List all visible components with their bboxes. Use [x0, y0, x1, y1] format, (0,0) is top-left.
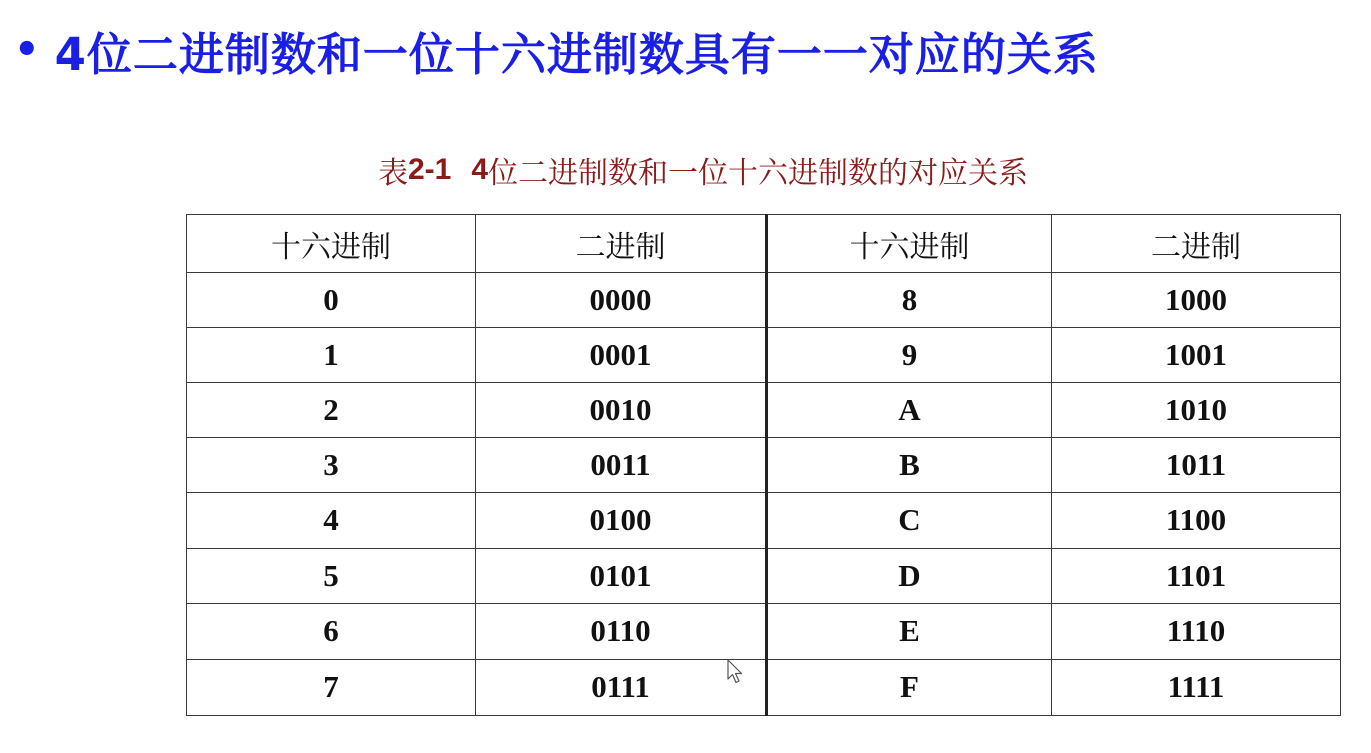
hex-cell: 7 — [187, 659, 476, 715]
hex-cell: B — [767, 438, 1052, 493]
binary-cell: 1011 — [1052, 438, 1341, 493]
hex-cell: A — [767, 383, 1052, 438]
binary-cell: 0111 — [476, 659, 767, 715]
binary-cell: 1001 — [1052, 328, 1341, 383]
header-bin-right: 二进制 — [1052, 215, 1341, 273]
binary-cell: 0110 — [476, 603, 767, 659]
table-row — [187, 438, 1341, 493]
binary-cell: 0000 — [476, 273, 767, 328]
binary-cell: 1111 — [1052, 659, 1341, 715]
hex-cell: 9 — [767, 328, 1052, 383]
header-hex-left: 十六进制 — [187, 215, 476, 273]
hex-cell: 8 — [767, 273, 1052, 328]
binary-cell: 1101 — [1052, 548, 1341, 603]
binary-cell: 0101 — [476, 548, 767, 603]
table-row — [187, 273, 1341, 328]
hex-cell: E — [767, 603, 1052, 659]
hex-cell: C — [767, 493, 1052, 548]
table-row — [187, 383, 1341, 438]
caption-lead: 4 — [471, 153, 489, 186]
hex-cell: D — [767, 548, 1052, 603]
binary-cell: 0100 — [476, 493, 767, 548]
binary-cell: 0001 — [476, 328, 767, 383]
binary-cell: 1000 — [1052, 273, 1341, 328]
hex-cell: 2 — [187, 383, 476, 438]
table-row — [187, 603, 1341, 659]
table-row — [187, 548, 1341, 603]
hex-binary-table — [186, 214, 1341, 716]
binary-cell: 0010 — [476, 383, 767, 438]
slide-heading — [14, 14, 1099, 86]
caption-text: 位二进制数和一位十六进制数的对应关系 — [488, 156, 1029, 191]
table-caption — [378, 146, 1028, 194]
hex-cell: 1 — [187, 328, 476, 383]
table-row — [187, 493, 1341, 548]
bullet-icon: • — [14, 27, 41, 73]
caption-prefix: 表 — [378, 156, 408, 191]
binary-cell: 0011 — [476, 438, 767, 493]
table-row — [187, 659, 1341, 715]
header-hex-right: 十六进制 — [767, 215, 1052, 273]
header-bin-left: 二进制 — [476, 215, 767, 273]
hex-cell: 0 — [187, 273, 476, 328]
hex-cell: F — [767, 659, 1052, 715]
binary-cell: 1110 — [1052, 603, 1341, 659]
hex-cell: 3 — [187, 438, 476, 493]
caption-number: 2-1 — [408, 153, 452, 186]
mouse-pointer-icon — [726, 659, 746, 685]
hex-cell: 6 — [187, 603, 476, 659]
hex-cell: 4 — [187, 493, 476, 548]
binary-cell: 1100 — [1052, 493, 1341, 548]
table-header-row — [187, 215, 1341, 273]
table-row — [187, 328, 1341, 383]
hex-cell: 5 — [187, 548, 476, 603]
binary-cell: 1010 — [1052, 383, 1341, 438]
slide-heading-text: 4位二进制数和一位十六进制数具有一一对应的关系 — [54, 27, 1099, 81]
